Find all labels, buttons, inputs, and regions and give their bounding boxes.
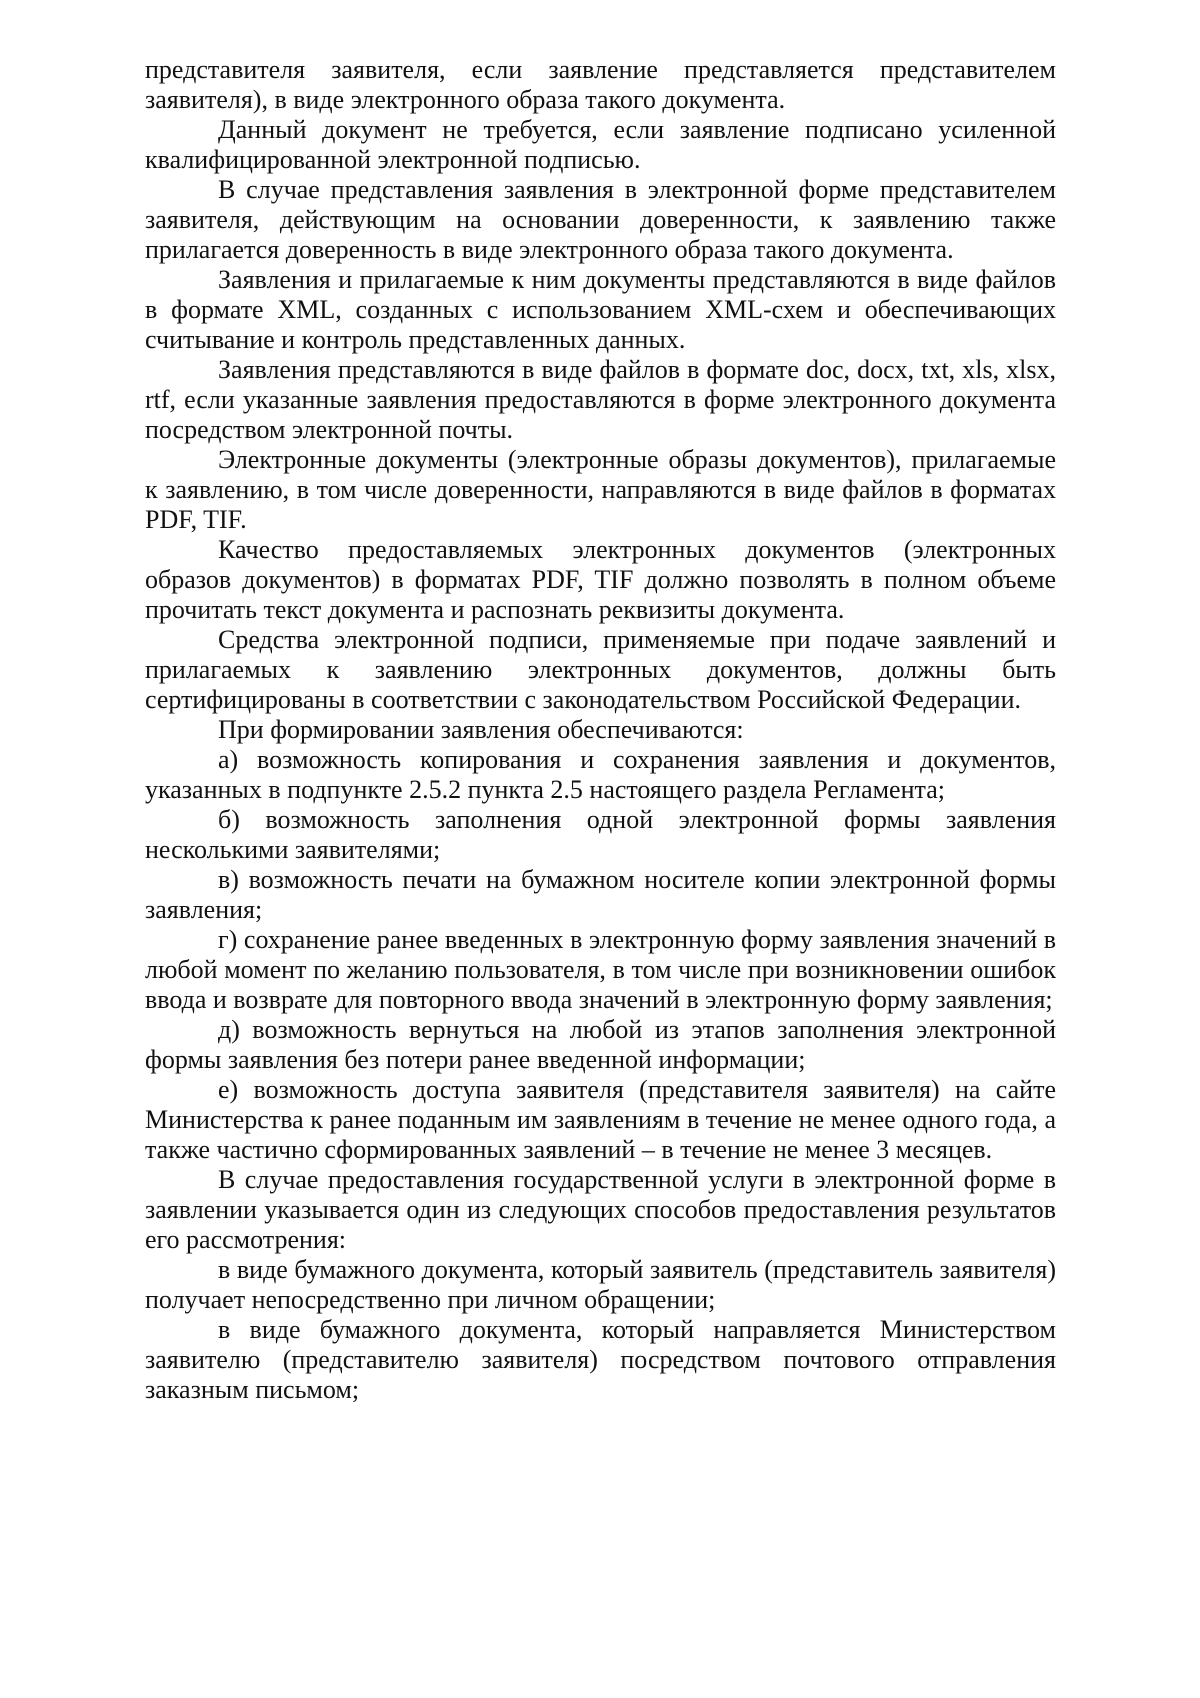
list-item-g: г) сохранение ранее введенных в электронную форму заявления значений в любой момент по желанию пользователя, в том числе при возникновении ошибок ввода и возврате для повторного ввода значений в электронную форму заявления; bbox=[145, 925, 1056, 1014]
result-method-in-person: в виде бумажного документа, который заявитель (представитель заявителя) получает непосредственно при личном обращении; bbox=[145, 1255, 1056, 1314]
document-page bbox=[145, 55, 1056, 1405]
paragraph-power-of-attorney: В случае представления заявления в электронной форме представителем заявителя, действующим на основании доверенности, к заявлению также прилагается доверенность в виде электронного образа такого документа. bbox=[145, 175, 1056, 264]
list-item-v: в) возможность печати на бумажном носителе копии электронной формы заявления; bbox=[145, 865, 1056, 924]
list-item-a: а) возможность копирования и сохранения заявления и документов, указанных в подпункте 2.5.2 пункта 2.5 настоящего раздела Регламента; bbox=[145, 745, 1056, 804]
paragraph-email-formats: Заявления представляются в виде файлов в формате doc, docx, txt, xls, xlsx, rtf, если указанные заявления предоставляются в форме электронного документа посредством электронной почты. bbox=[145, 355, 1056, 444]
paragraph-continuation: представителя заявителя, если заявление представляется представителем заявителя), в виде электронного образа такого документа. bbox=[145, 55, 1056, 114]
paragraph-quality: Качество предоставляемых электронных документов (электронных образов документов) в форматах PDF, TIF должно позволять в полном объеме прочитать текст документа и распознать реквизиты документа. bbox=[145, 535, 1056, 624]
list-item-e: е) возможность доступа заявителя (представителя заявителя) на сайте Министерства к ранее поданным им заявлениям в течение не менее одного года, а также частично сформированных заявлений – в течение не менее 3 месяцев. bbox=[145, 1075, 1056, 1164]
result-method-mail: в виде бумажного документа, который направляется Министерством заявителю (представителю заявителя) посредством почтового отправления заказным письмом; bbox=[145, 1315, 1056, 1404]
paragraph-signature-tools: Средства электронной подписи, применяемые при подаче заявлений и прилагаемых к заявлению электронных документов, должны быть сертифицированы в соответствии с законодательством Российской Федерации. bbox=[145, 625, 1056, 714]
paragraph-form-provisions: При формировании заявления обеспечиваются: bbox=[218, 715, 744, 744]
list-item-d: д) возможность вернуться на любой из этапов заполнения электронной формы заявления без потери ранее введенной информации; bbox=[145, 1015, 1056, 1074]
paragraph-result-methods: В случае предоставления государственной услуги в электронной форме в заявлении указывается один из следующих способов предоставления результатов его рассмотрения: bbox=[145, 1165, 1056, 1254]
paragraph-xml-format: Заявления и прилагаемые к ним документы представляются в виде файлов в формате XML, созданных с использованием XML-схем и обеспечивающих считывание и контроль представленных данных. bbox=[145, 265, 1056, 354]
paragraph-pdf-tif: Электронные документы (электронные образы документов), прилагаемые к заявлению, в том числе доверенности, направляются в виде файлов в форматах PDF, TIF. bbox=[145, 445, 1056, 534]
list-item-b: б) возможность заполнения одной электронной формы заявления несколькими заявителями; bbox=[145, 805, 1056, 864]
paragraph-signature-note: Данный документ не требуется, если заявление подписано усиленной квалифицированной электронной подписью. bbox=[145, 115, 1056, 174]
